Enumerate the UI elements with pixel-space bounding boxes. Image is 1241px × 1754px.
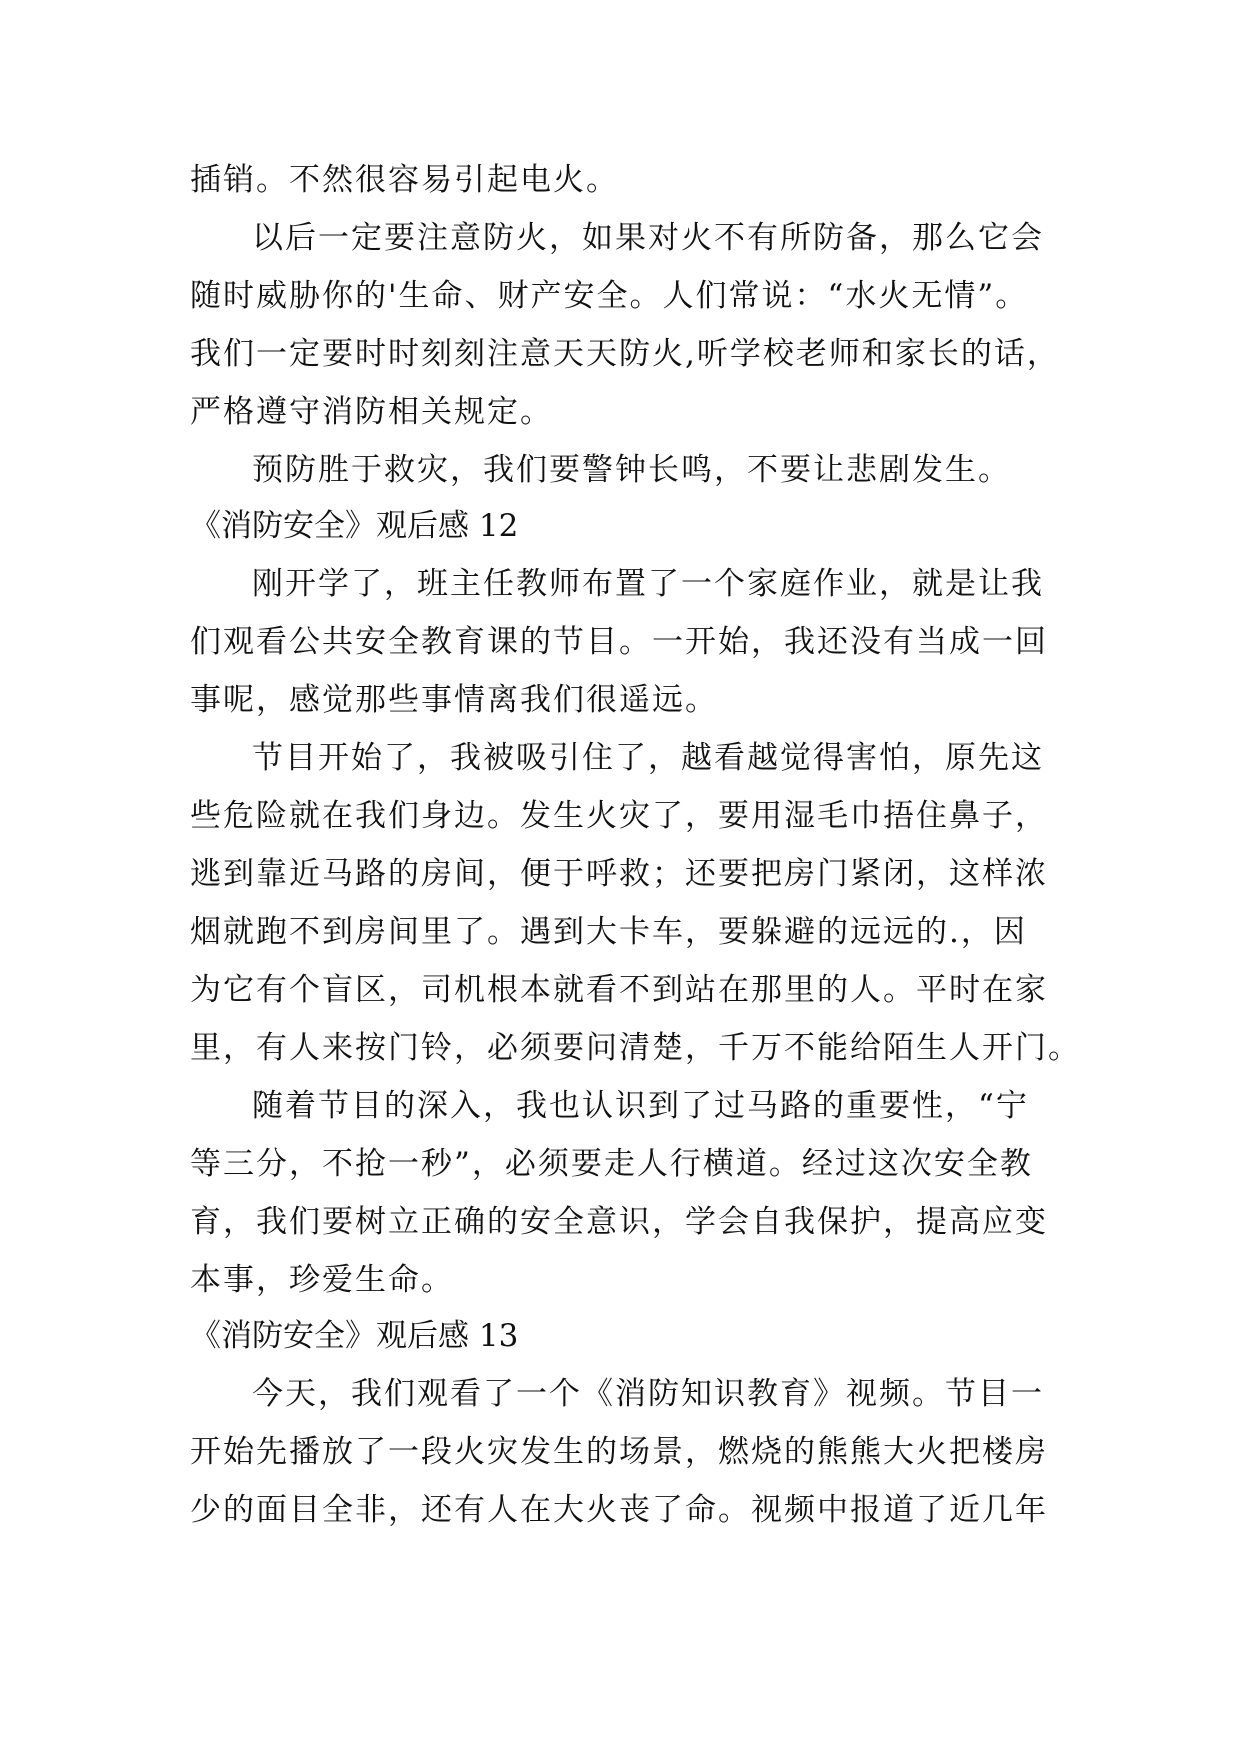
text-line: 插销。不然很容易引起电火。 (190, 162, 619, 198)
paragraph-first-line: 刚开学了，班主任教师布置了一个家庭作业，就是让我 (252, 566, 1044, 602)
text-line: 本事，珍爱生命。 (190, 1262, 454, 1298)
text-line: 为它有个盲区，司机根本就看不到站在那里的人。平时在家 (190, 972, 1048, 1008)
text-line: 事呢，感觉那些事情离我们很遥远。 (190, 682, 718, 718)
text-line: 些危险就在我们身边。发生火灾了，要用湿毛巾捂住鼻子， (190, 798, 1048, 834)
section-heading: 《消防安全》观后感 12 (190, 508, 519, 544)
paragraph-first-line: 今天，我们观看了一个《消防知识教育》视频。节目一 (252, 1376, 1044, 1412)
text-line: 逃到靠近马路的房间，便于呼救；还要把房门紧闭，这样浓 (190, 856, 1048, 892)
text-line: 我们一定要时时刻刻注意天天防火,听学校老师和家长的话， (190, 336, 1060, 372)
text-line: 随时威胁你的'生命、财产安全。人们常说：“水火无情”。 (190, 278, 1029, 314)
paragraph-first-line: 节目开始了，我被吸引住了，越看越觉得害怕，原先这 (252, 740, 1044, 776)
text-line: 们观看公共安全教育课的节目。一开始，我还没有当成一回 (190, 624, 1048, 660)
paragraph-first-line: 随着节目的深入，我也认识到了过马路的重要性，“宁 (252, 1088, 1029, 1124)
text-line: 开始先播放了一段火灾发生的场景，燃烧的熊熊大火把楼房 (190, 1434, 1048, 1470)
section-heading: 《消防安全》观后感 13 (190, 1318, 519, 1354)
paragraph-first-line: 预防胜于救灾，我们要警钟长鸣，不要让悲剧发生。 (252, 452, 1011, 488)
text-line: 里，有人来按门铃，必须要问清楚，千万不能给陌生人开门。 (190, 1030, 1081, 1066)
text-line: 严格遵守消防相关规定。 (190, 394, 553, 430)
paragraph-first-line: 以后一定要注意防火，如果对火不有所防备，那么它会 (252, 220, 1044, 256)
text-line: 少的面目全非，还有人在大火丧了命。视频中报道了近几年 (190, 1492, 1048, 1528)
text-line: 育，我们要树立正确的安全意识，学会自我保护，提高应变 (190, 1204, 1048, 1240)
text-line: 等三分，不抢一秒”，必须要走人行横道。经过这次安全教 (190, 1146, 1033, 1182)
text-line: 烟就跑不到房间里了。遇到大卡车，要躲避的远远的.，因 (190, 914, 1027, 950)
